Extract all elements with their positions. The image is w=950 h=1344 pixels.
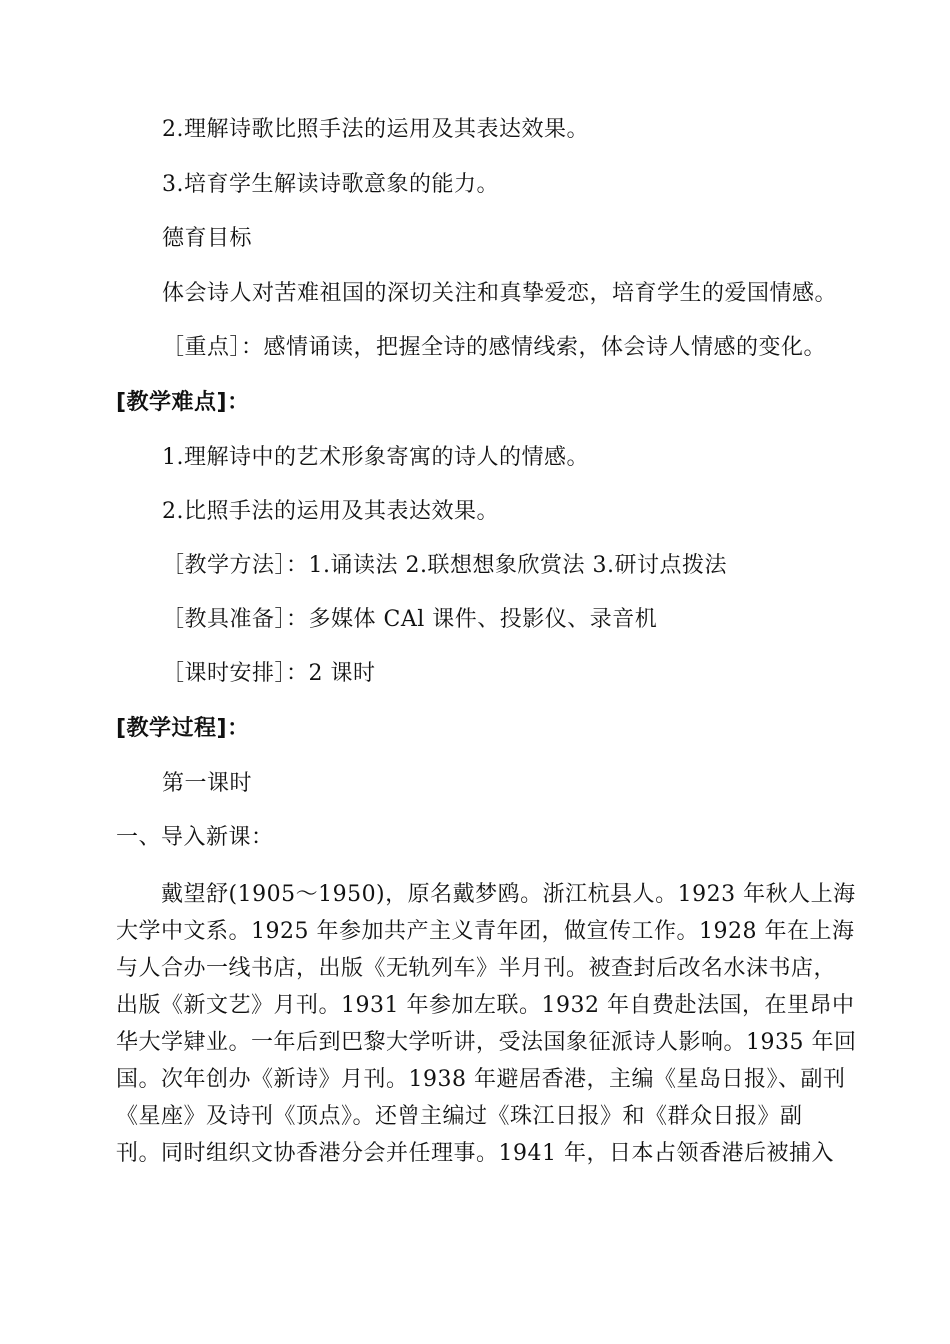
introduction-heading: 一、导入新课：: [116, 825, 274, 850]
difficulty-line-2: 2.比照手法的运用及其表达效果。: [162, 499, 499, 524]
class-hours-line: ［课时安排］：2 课时: [162, 661, 376, 686]
paragraph-line: 大学中文系。1925 年参加共产主义青年团，做宣传工作。1928 年在上海: [116, 919, 855, 944]
teaching-difficulty-heading: [教学难点]：: [116, 390, 250, 415]
objective-line-3: 3.培育学生解读诗歌意象的能力。: [162, 172, 499, 197]
first-lesson-heading: 第一课时: [162, 771, 253, 796]
author-bio-paragraph: [116, 876, 857, 1172]
paragraph-line: 出版《新文艺》月刊。1931 年参加左联。1932 年自费赴法国，在里昂中: [116, 993, 855, 1018]
paragraph-line: 国。次年创办《新诗》月刊。1938 年避居香港，主编《星岛日报》、副刊: [116, 1067, 846, 1092]
teaching-process-heading: [教学过程]：: [116, 716, 250, 741]
teaching-tools-line: ［教具准备］：多媒体 CAl 课件、投影仪、录音机: [162, 607, 658, 632]
paragraph-line: 与人合办一线书店，出版《无轨列车》半月刊。被查封后改名水沫书店，: [116, 956, 837, 981]
moral-goal-heading: 德育目标: [162, 226, 253, 251]
objective-line-2: 2.理解诗歌比照手法的运用及其表达效果。: [162, 117, 589, 142]
difficulty-line-1: 1.理解诗中的艺术形象寄寓的诗人的情感。: [162, 445, 589, 470]
teaching-methods-line: ［教学方法］：1.诵读法 2.联想想象欣赏法 3.研讨点拨法: [162, 553, 727, 578]
paragraph-line: 戴望舒(1905～1950)，原名戴梦鸥。浙江杭县人。1923 年秋人上海: [116, 882, 856, 907]
key-point-line: ［重点］：感情诵读，把握全诗的感情线索，体会诗人情感的变化。: [162, 335, 827, 360]
paragraph-line: 《星座》及诗刊《顶点》。还曾主编过《珠江日报》和《群众日报》副: [116, 1104, 803, 1129]
paragraph-line: 华大学肄业。一年后到巴黎大学听讲，受法国象征派诗人影响。1935 年回: [116, 1030, 857, 1055]
moral-goal-text: 体会诗人对苦难祖国的深切关注和真挚爱恋，培育学生的爱国情感。: [162, 281, 838, 306]
paragraph-line: 刊。同时组织文协香港分会并任理事。1941 年，日本占领香港后被捕入: [116, 1141, 834, 1166]
